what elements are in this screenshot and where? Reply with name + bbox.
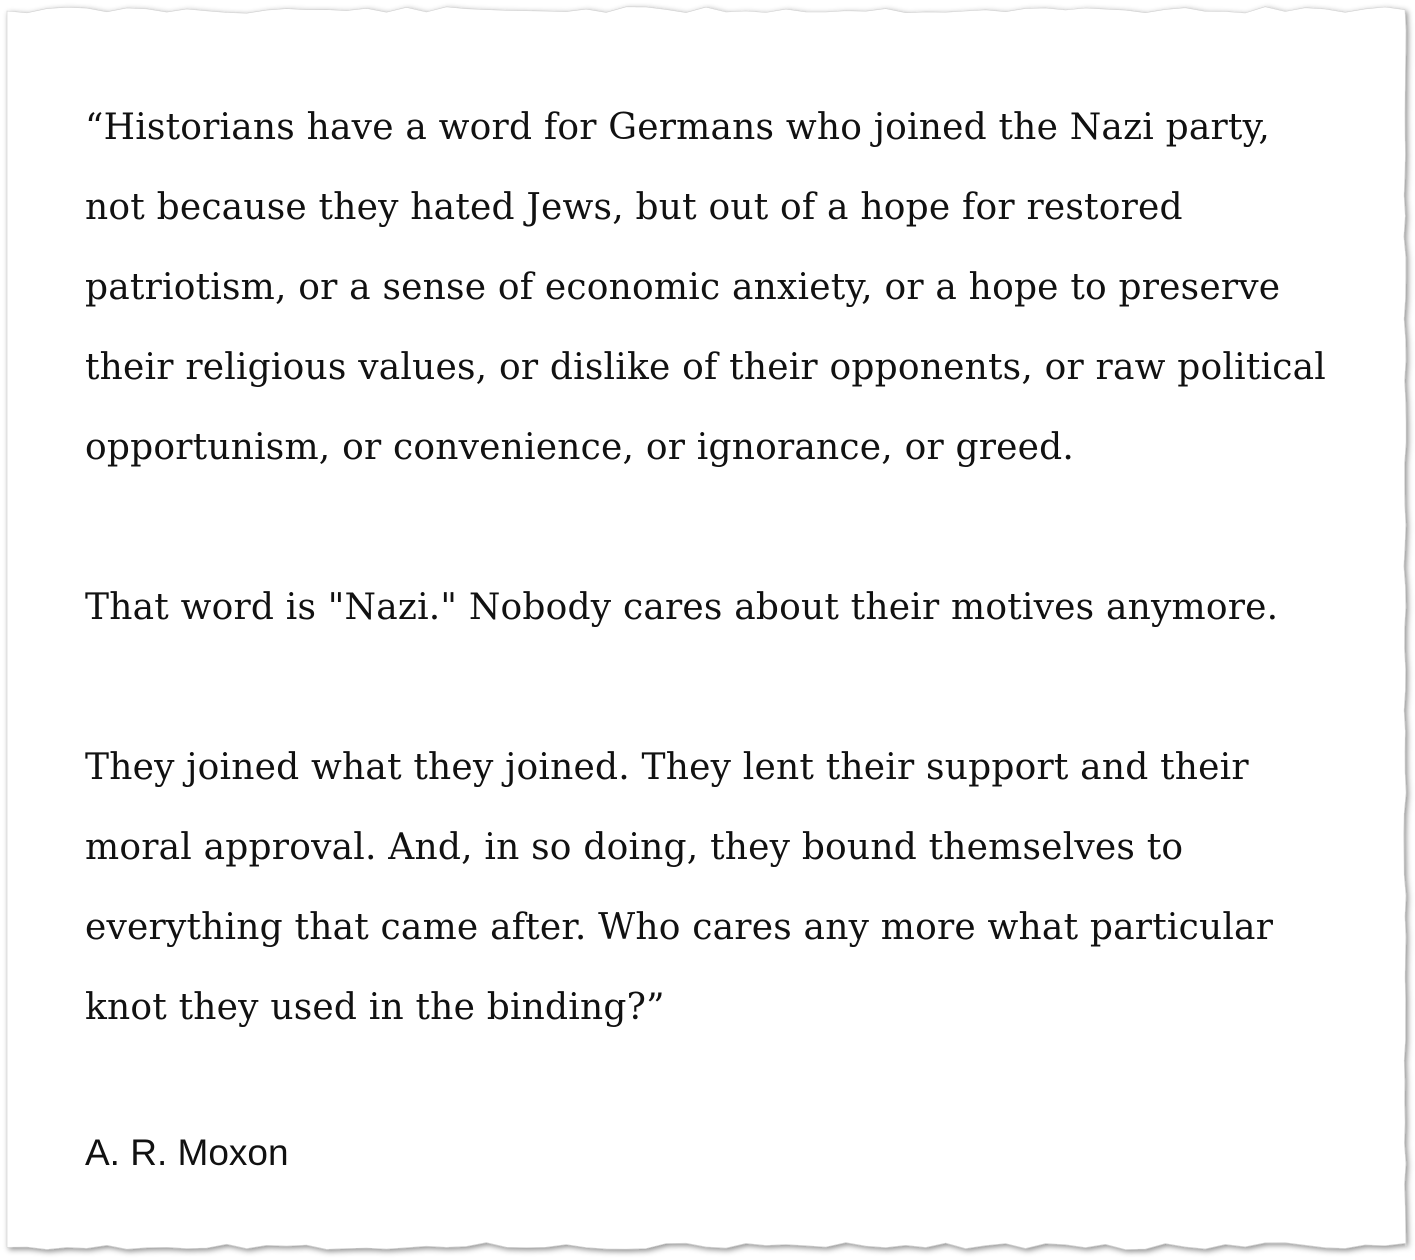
- quote-paragraph-2: That word is "Nazi." Nobody cares about their motives anymore.: [85, 587, 1279, 628]
- paragraph-spacer: [85, 488, 1335, 568]
- quote-author: A. R. Moxon: [85, 1132, 289, 1173]
- paragraph-spacer: [85, 648, 1335, 728]
- quote-paragraph-1: “Historians have a word for Germans who joined the Nazi party, not because they hated Jews, but out of a hope for restored patriotism, or a sense of economic anxiety, or a hope to preserve their religious values, or dislike of their opponents, or raw political opportunism, or convenience, or ignorance, or greed.: [85, 107, 1326, 468]
- quote-paragraph-3: They joined what they joined. They lent their support and their moral approval. And, in so doing, they bound themselves to everything that came after. Who cares any more what particular knot they used in the binding?”: [85, 747, 1274, 1028]
- quote-body: [85, 88, 1335, 1048]
